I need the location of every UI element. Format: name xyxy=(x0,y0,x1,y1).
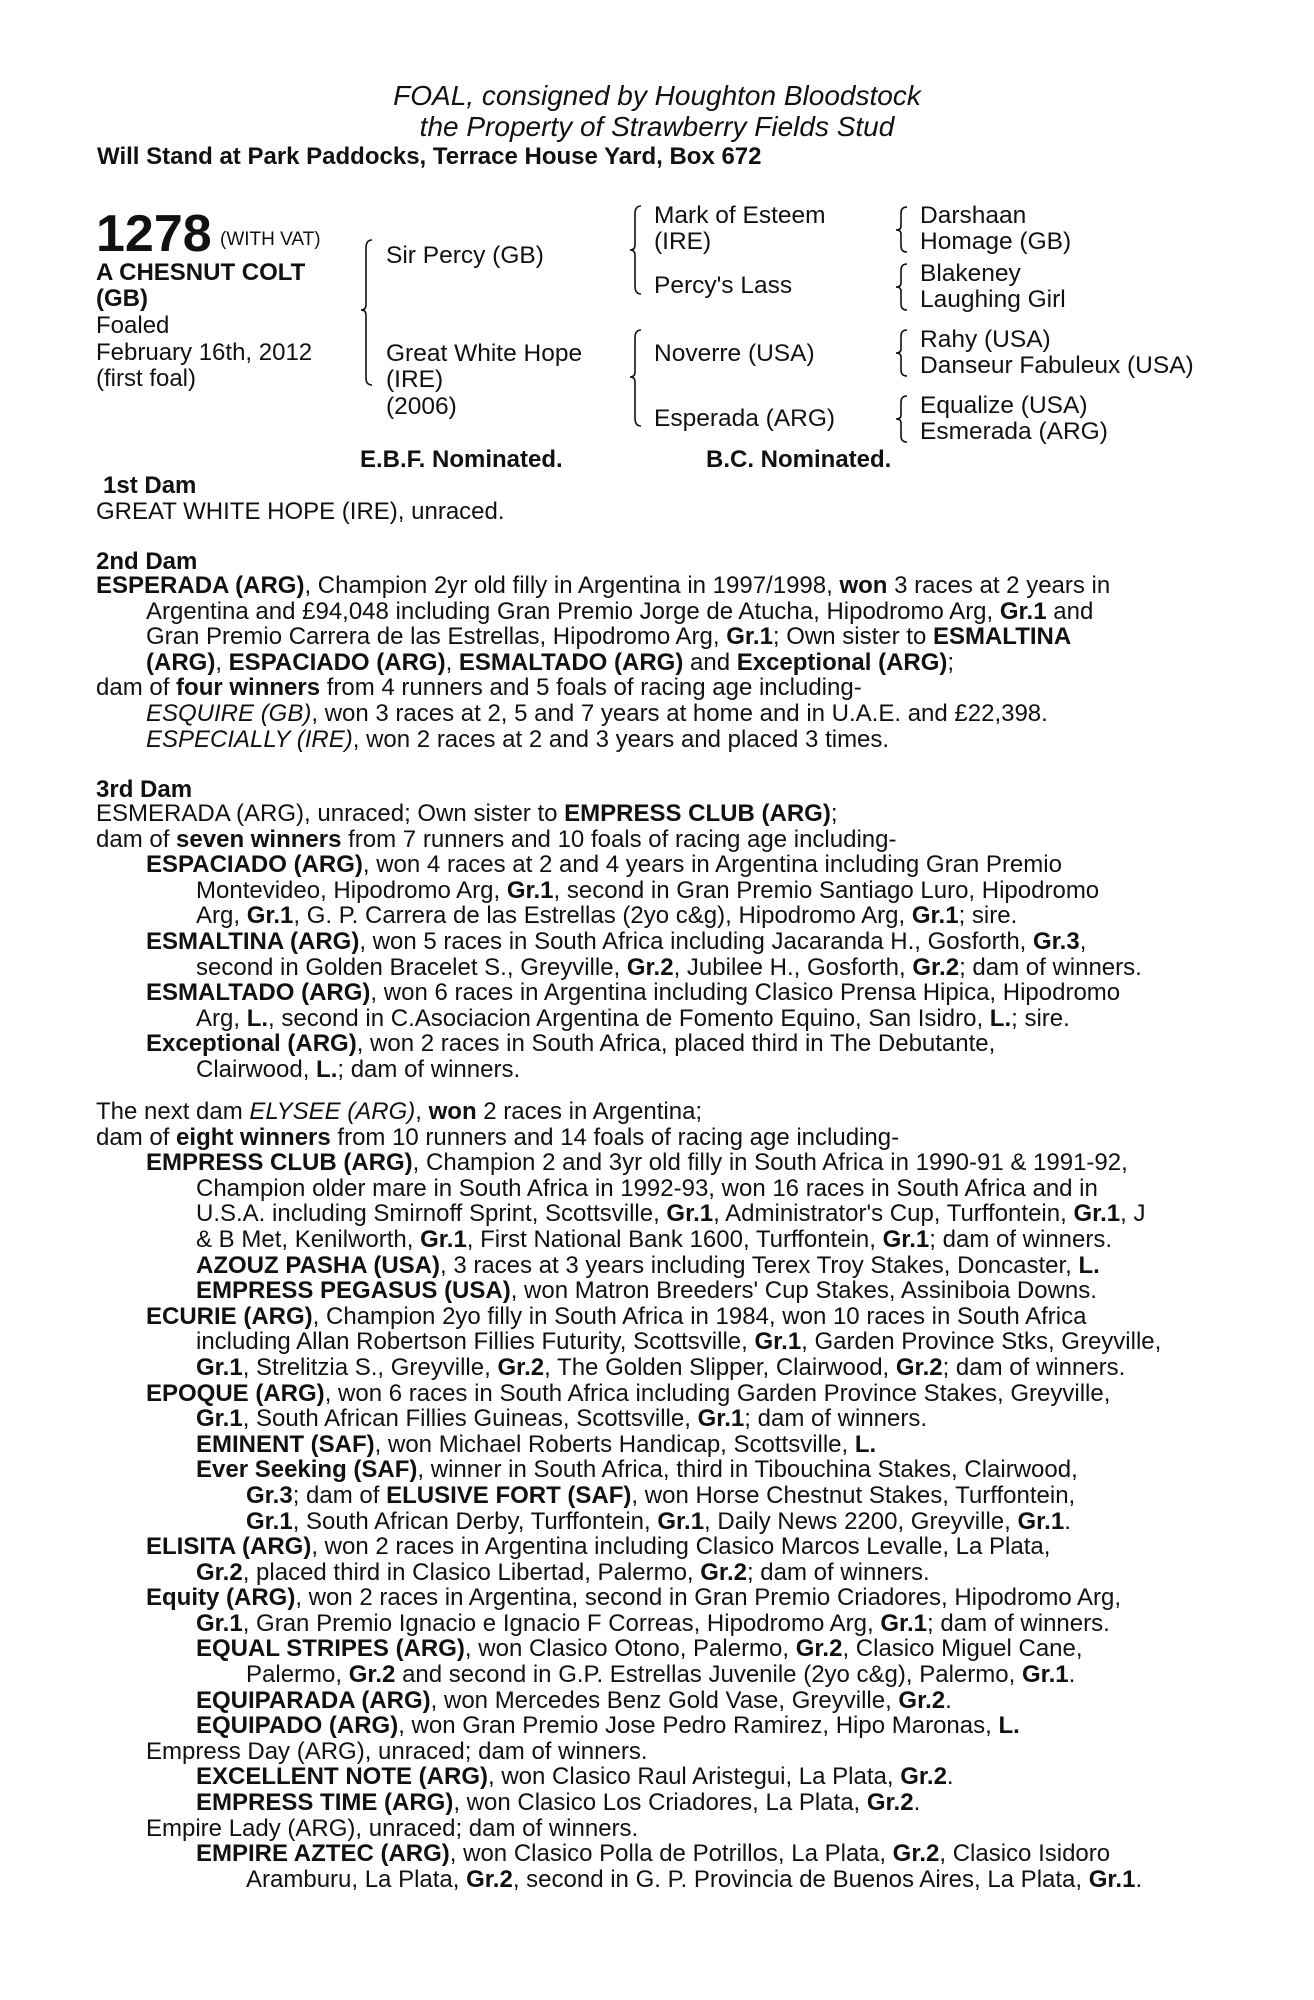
ebf-nominated: E.B.F. Nominated. xyxy=(360,446,563,473)
ped-ddd: Esmerada (ARG) xyxy=(920,418,1108,445)
ped-ssd: Homage (GB) xyxy=(920,228,1072,255)
stand-location: Will Stand at Park Paddocks, Terrace House Yard, Box 672 xyxy=(97,143,762,170)
second-dam-body: ESPERADA (ARG), Champion 2yr old filly in Argentina in 1997/1998, won 3 races at 2 years in Argentina and £94,048 including Gran Premio Jorge de Atucha, Hipodromo Arg, Gr.1 and Gran Premio Carrera de las Estrellas, Hipodromo Arg, Gr.1; Own sister to ESMALTINA (ARG), ESPACIADO (ARG), ESMALTADO (ARG) and Exceptional (ARG); dam of four winners from 4 runners and 5 foals of racing age including- ESQUIRE (GB), won 3 races at 2, 5 and 7 years at home and in U.A.E. and £22,398. ESPECIALLY (IRE), won 2 races at 2 and 3 years and placed 3 times. xyxy=(96,572,1111,753)
dam-dam: Esperada (ARG) xyxy=(654,405,836,432)
first-dam-text: GREAT WHITE HOPE (IRE), unraced. xyxy=(96,498,505,525)
pedigree-brackets xyxy=(0,0,1314,460)
consignor-line: FOAL, consigned by Houghton Bloodstock xyxy=(393,80,921,111)
lot-description-origin: (GB) xyxy=(96,285,148,312)
third-dam-heading: 3rd Dam xyxy=(96,776,193,803)
bc-nominated: B.C. Nominated. xyxy=(706,446,892,473)
first-dam-heading: 1st Dam xyxy=(103,472,197,499)
second-dam-heading: 2nd Dam xyxy=(96,548,198,575)
foaled-label: Foaled xyxy=(96,312,170,339)
dam-year: (2006) xyxy=(386,393,457,420)
vat-note: (WITH VAT) xyxy=(220,229,321,250)
ped-sss: Darshaan xyxy=(920,202,1027,229)
foal-note: (first foal) xyxy=(96,365,197,392)
dam-origin: (IRE) xyxy=(386,366,444,393)
sire-dam: Percy's Lass xyxy=(654,272,793,299)
lot-number: 1278 xyxy=(96,205,212,263)
foaled-date: February 16th, 2012 xyxy=(96,339,313,366)
ped-sdd: Laughing Girl xyxy=(920,286,1066,313)
property-line: the Property of Strawberry Fields Stud xyxy=(419,111,895,142)
ped-dds: Equalize (USA) xyxy=(920,392,1088,419)
next-dam-body: The next dam ELYSEE (ARG), won 2 races in Argentina; dam of eight winners from 10 runners and 14 foals of racing age including- EMPRESS CLUB (ARG), Champion 2 and 3yr old filly in South Africa in 1990-91 & 1991-92, Champion older mare in South Africa in 1992-93, won 16 races in South Africa and in U.S.A. including Smirnoff Sprint, Scottsville, Gr.1, Administrator's Cup, Turffontein, Gr.1, J & B Met, Kenilworth, Gr.1, First National Bank 1600, Turffontein, Gr.1; dam of winners. AZOUZ PASHA (USA), 3 races at 3 years including Terex Troy Stakes, Doncaster, L. EMPRESS PEGASUS (USA), won Matron Breeders' Cup Stakes, Assiniboia Downs. ECURIE (ARG), Champion 2yo filly in South Africa in 1984, won 10 races in South Africa including Allan Robertson Fillies Futurity, Scottsville, Gr.1, Garden Province Stks, Greyville, Gr.1, Strelitzia S., Greyville, Gr.2, The Golden Slipper, Clairwood, Gr.2; dam of winners. EPOQUE (ARG), won 6 races in South Africa including Garden Province Stakes, Greyville, Gr.1, South African Fillies Guineas, Scottsville, Gr.1; dam of winners. EMINENT (SAF), won Michael Roberts Handicap, Scottsville, L. Ever Seeking (SAF), winner in South Africa, third in Tibouchina Stakes, Clairwood, Gr.3; dam of ELUSIVE FORT (SAF), won Horse Chestnut Stakes, Turffontein, Gr.1, South African Derby, Turffontein, Gr.1, Daily News 2200, Greyville, Gr.1. ELISITA (ARG), won 2 races in Argentina including Clasico Marcos Levalle, La Plata, Gr.2, placed third in Clasico Libertad, Palermo, Gr.2; dam of winners. Equity (ARG), won 2 races in Argentina, second in Gran Premio Criadores, Hipodromo Arg, Gr.1, Gran Premio Ignacio e Ignacio F Correas, Hipodromo Arg, Gr.1; dam of winners. EQUAL STRIPES (ARG), won Clasico Otono, Palermo, Gr.2, Clasico Miguel Cane, Palermo, Gr.2 and second in G.P. Estrellas Juvenile (2yo c&g), Palermo, Gr.1. EQUIPARADA (ARG), won Mercedes Benz Gold Vase, Greyville, Gr.2. EQUIPADO (ARG), won Gran Premio Jose Pedro Ramirez, Hipo Maronas, L. Empress Day (ARG), unraced; dam of winners. EXCELLENT NOTE (ARG), won Clasico Raul Aristegui, La Plata, Gr.2. EMPRESS TIME (ARG), won Clasico Los Criadores, La Plata, Gr.2. Empire Lady (ARG), unraced; dam of winners. EMPIRE AZTEC (ARG), won Clasico Polla de Potrillos, La Plata, Gr.2, Clasico Isidoro Aramburu, La Plata, Gr.2, second in G. P. Provincia de Buenos Aires, La Plata, Gr.1. xyxy=(96,1098,1162,1893)
sire-sire-origin: (IRE) xyxy=(654,228,712,255)
dam-sire: Noverre (USA) xyxy=(654,340,815,367)
lot-description: A CHESNUT COLT xyxy=(96,259,306,286)
sire: Sir Percy (GB) xyxy=(386,242,544,269)
ped-dsd: Danseur Fabuleux (USA) xyxy=(920,352,1194,379)
sire-sire: Mark of Esteem xyxy=(654,202,826,229)
dam: Great White Hope xyxy=(386,340,583,367)
third-dam-body: ESMERADA (ARG), unraced; Own sister to EMPRESS CLUB (ARG); dam of seven winners from 7 runners and 10 foals of racing age including- ESPACIADO (ARG), won 4 races at 2 and 4 years in Argentina including Gran Premio Montevideo, Hipodromo Arg, Gr.1, second in Gran Premio Santiago Luro, Hipodromo Arg, Gr.1, G. P. Carrera de las Estrellas (2yo c&g), Hipodromo Arg, Gr.1; sire. ESMALTINA (ARG), won 5 races in South Africa including Jacaranda H., Gosforth, Gr.3, second in Golden Bracelet S., Greyville, Gr.2, Jubilee H., Gosforth, Gr.2; dam of winners. ESMALTADO (ARG), won 6 races in Argentina including Clasico Prensa Hipica, Hipodromo Arg, L., second in C.Asociacion Argentina de Fomento Equino, San Isidro, L.; sire. Exceptional (ARG), won 2 races in South Africa, placed third in The Debutante, Clairwood, L.; dam of winners. xyxy=(96,800,1142,1083)
ped-dss: Rahy (USA) xyxy=(920,326,1051,353)
ped-sds: Blakeney xyxy=(920,260,1021,287)
